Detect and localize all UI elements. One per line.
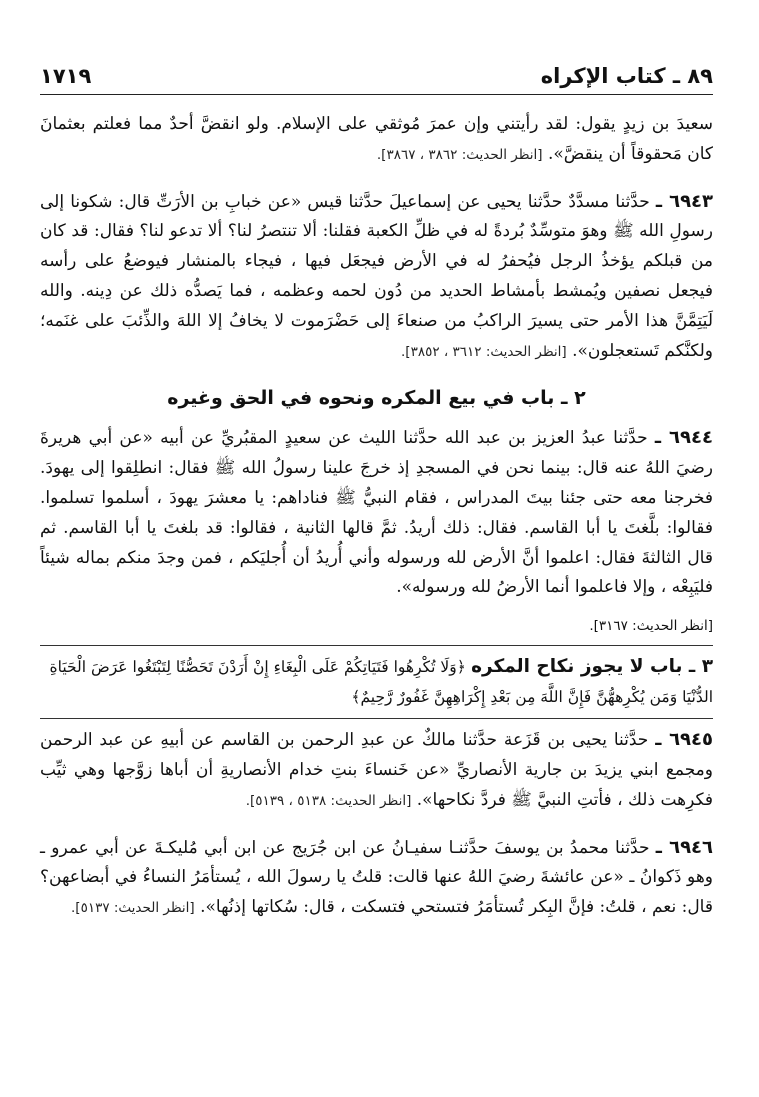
hadith-number: ٦٩٤٥ ـ: [655, 729, 714, 751]
quran-verse: ﴿وَلَا تُكْرِهُوا فَتَيَاتِكُمْ عَلَى الْبِغَاءِ إِنْ أَرَدْنَ تَحَصُّنًا لِتَبْتَغُوا عَرَضَ الْحَيَاةِ الدُّنْيَا وَمَن يُكْرِههُّنَّ فَإِنَّ اللَّهَ مِن بَعْدِ إِكْرَاهِهِنَّ غَفُورٌ رَّحِيمٌ﴾: [49, 658, 713, 707]
hadith-text: حدَّثنا يحيى بن قَزَعة حدَّثنا مالكٌ عن عبدِ الرحمن بن القاسم عن أبيهِ عن عبد الرحمن ومجمع ابني يزيدَ بن جارية الأنصاريِّ «عن خَنساءَ بنتِ خدام الأنصاريةِ أن أباها زوَّجها وهي ثيِّب فكرِهت ذلك ، فأتتِ النبيَّ ﷺ فردَّ نكاحها».: [40, 730, 713, 810]
running-title: ٨٩ ـ كتاب الإكراه: [540, 64, 713, 88]
hadith-reference: [انظر الحديث: ٣٨٦٢ ، ٣٨٦٧].: [376, 146, 543, 163]
hadith-reference: [انظر الحديث: ٣١٦٧].: [589, 618, 713, 635]
page-content: [40, 110, 713, 924]
chapter-heading-2: ٢ ـ باب في بيع المكره ونحوه في الحق وغيره: [167, 387, 586, 410]
hadith-reference: [انظر الحديث: ٥١٣٨ ، ٥١٣٩].: [245, 792, 412, 809]
hadith-text: حدَّثنا عبدُ العزيز بن عبد الله حدَّثنا الليث عن سعيدٍ المقبُريِّ عن أبيه «عن أبي هريرةَ رضيَ اللهُ عنه قال: بينما نحن في المسجدِ إذ خرجَ علينا رسولُ الله ﷺ فقال: انطلِقوا إلى يهودَ. فخرجنا معه حتى جئنا بيتَ المدراس ، فقام النبيُّ ﷺ فناداهم: يا معشرَ يهودَ ، أسلموا تسلموا. فقالوا: بلَّغتَ يا أبا القاسم. فقال: ذلك أريدُ. ثمَّ قالها الثانية ، فقالوا: قد بلغتَ يا أبا القاسم. ثم قال الثالثةَ فقال: اعلموا أنَّ الأرض لله ورسوله وأني أُريدُ أن أُجليَكم ، فمن وجدَ منكم بماله شيئاً فليَبِعْه ، وإلا فاعلموا أنما الأرضُ لله ورسوله».: [40, 428, 713, 598]
page-number: ١٧١٩: [40, 64, 92, 88]
hadith-text: حدَّثنا محمدُ بن يوسفَ حدَّثنـا سفيـانُ عن ابن جُرَيج عن ابن أبي مُليكـةَ عن أبي عمرو ـ وهو ذَكوانُ ـ «عن عائشةَ رضيَ اللهُ عنها قالت: قلتُ يا رسولَ الله ، يُستأمَرُ النساءُ في أبضاعهن؟ قال: نعم ، قلتُ: فإنَّ البِكر تُستأمَرُ فتستحي فتسكت ، قال: سُكاتها إذنُها».: [40, 837, 713, 918]
section-divider: [40, 718, 713, 719]
hadith-6944: [40, 423, 713, 603]
hadith-continuation: [40, 110, 713, 171]
hadith-number: ٦٩٤٦ ـ: [655, 836, 714, 858]
hadith-6945: [40, 725, 713, 816]
hadith-number: ٦٩٤٣ ـ: [655, 190, 714, 212]
page-header: [40, 58, 713, 95]
hadith-6946: [40, 833, 713, 924]
hadith-reference: [انظر الحديث: ٥١٣٧].: [71, 900, 195, 917]
section-divider: [40, 645, 713, 646]
chapter-title: ٣ ـ باب لا يجوز نكاح المكره: [471, 656, 713, 678]
chapter-heading-3: [40, 652, 713, 712]
hadith-6943: [40, 187, 713, 368]
hadith-reference: [انظر الحديث: ٣٦١٢ ، ٣٨٥٢].: [401, 343, 567, 360]
hadith-number: ٦٩٤٤ ـ: [654, 427, 713, 449]
hadith-text: حدَّثنا مسدَّدٌ حدَّثنا يحيى عن إسماعيلَ حدَّثنا قيس «عن خبابِ بن الأرَتِّ قال: شكونا إلى رسولِ الله ﷺ وهوَ متوسِّدٌ بُردةً له في ظلِّ الكعبة فقلنا: ألا تنتصرُ لنا؟ ألا تدعو لنا؟ فقال: قد كان من قبلكم يؤخذُ الرجل فيُحفرُ له في الأرض فيجعَل فيها ، فيجاء بالمنشار فيوضعُ على رأسه فيجعل نصفين ويُمشط بأمشاط الحديد من دُون لحمه وعظمه ، فما يَصدُّه ذلك عن دِينه. والله لَيَتِمَّنَّ هذا الأمر حتى يسيرَ الراكبُ من صنعاءَ إلى حَضْرَموت لا يخافُ إلا اللهَ والذِّئبَ على غنَمه؛ ولكنَّكم تَستعجلون».: [40, 191, 714, 361]
hadith-text: سعيدَ بن زيدٍ يقول: لقد رأيتني وإن عمرَ مُوثقي على الإسلام. ولو انقضَّ أحدٌ مما فعلتم بعثمانَ كان مَحقوقاً أن ينقضَّ».: [40, 114, 713, 164]
